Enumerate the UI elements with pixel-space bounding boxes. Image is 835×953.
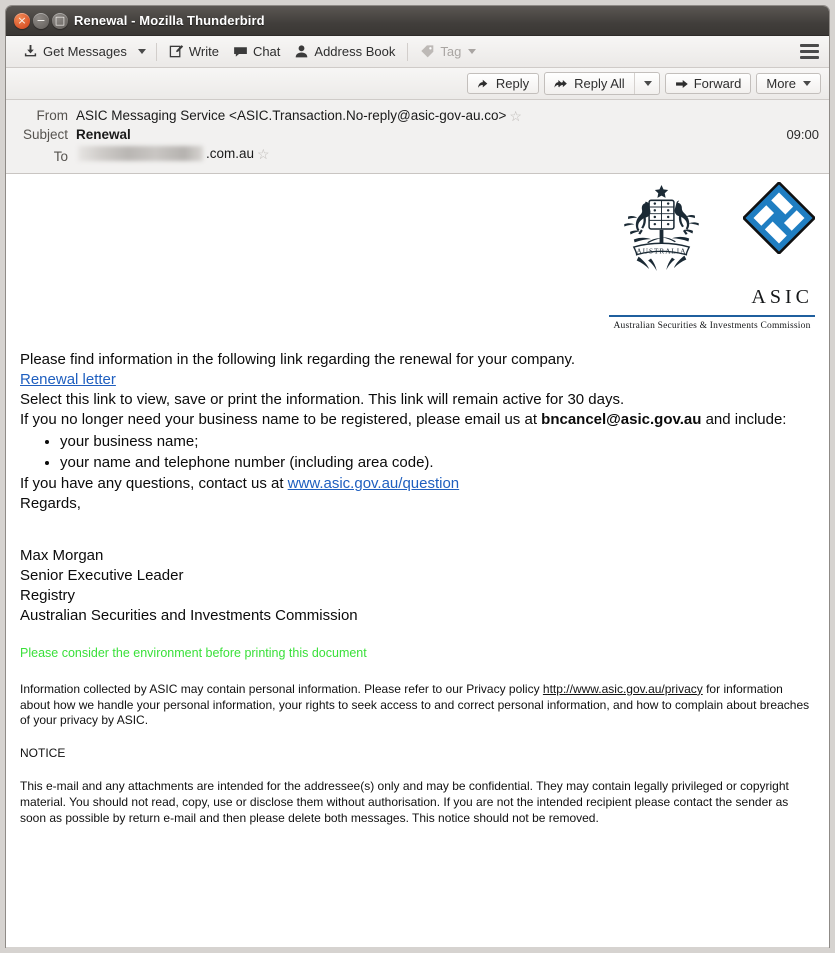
signature-organisation: Australian Securities and Investments Commission — [20, 606, 358, 624]
minimize-icon[interactable]: − — [33, 13, 49, 29]
more-button[interactable] — [756, 73, 821, 94]
close-icon[interactable]: × — [14, 13, 30, 29]
get-messages-label: Get Messages — [43, 44, 127, 59]
message-body — [6, 174, 829, 947]
asic-diamond-logo-icon — [743, 182, 815, 254]
renewal-letter-link[interactable]: Renewal letter — [20, 371, 116, 389]
tag-icon — [420, 44, 435, 59]
body-regards: Regards, — [20, 494, 81, 512]
asic-question-link[interactable]: www.asic.gov.au/question — [287, 474, 460, 492]
write-button[interactable] — [162, 42, 226, 61]
chat-bubble-icon — [233, 44, 248, 59]
from-row — [16, 106, 819, 125]
window-titlebar[interactable] — [6, 6, 829, 36]
chevron-down-icon — [803, 81, 811, 86]
chat-button[interactable] — [226, 42, 287, 61]
body-questions-para — [20, 474, 815, 494]
privacy-paragraph — [20, 682, 815, 729]
subject-value: Renewal — [76, 127, 131, 142]
reply-all-arrow-icon — [554, 77, 569, 91]
to-label: To — [53, 149, 68, 164]
list-item: • your business name; — [60, 432, 815, 452]
forward-label: Forward — [693, 76, 742, 91]
message-action-bar — [6, 68, 829, 100]
cancel-email-address: bncancel@asic.gov.au — [541, 411, 702, 429]
signature-department: Registry — [20, 586, 76, 604]
privacy-policy-link[interactable]: http://www.asic.gov.au/privacy — [542, 681, 703, 696]
redacted-recipient — [78, 146, 203, 161]
logo-top-row — [609, 182, 815, 274]
asic-letterhead — [20, 174, 815, 332]
app-menu-icon[interactable] — [796, 41, 823, 62]
questions-pre-text: If you have any questions, contact us at — [20, 474, 288, 492]
star-icon[interactable]: ☆ — [257, 145, 270, 162]
australian-coat-of-arms-icon — [609, 182, 714, 274]
get-messages-button[interactable] — [16, 42, 134, 61]
reply-label: Reply — [495, 76, 530, 91]
toolbar-divider-2 — [407, 43, 408, 61]
reply-all-label: Reply All — [574, 76, 625, 91]
more-label: More — [766, 76, 796, 91]
signature-role: Senior Executive Leader — [20, 566, 184, 584]
pencil-compose-icon — [169, 44, 184, 59]
message-header — [6, 100, 829, 174]
address-book-button[interactable] — [287, 42, 402, 61]
thunderbird-window — [6, 6, 829, 947]
get-messages-dropdown[interactable] — [134, 47, 151, 56]
chevron-down-icon — [644, 81, 652, 86]
privacy-post-text: for information about how we handle your personal information, your rights to seek access to and correct personal information, and how to complain about breaches of your privacy by ASIC. — [20, 681, 810, 728]
reply-all-group — [544, 72, 660, 95]
asic-logo-block — [609, 182, 815, 332]
body-select-line: Select this link to view, save or print the information. This link will remain active for 30 days. — [20, 391, 625, 409]
to-value-wrap — [76, 146, 819, 161]
chat-label: Chat — [252, 44, 281, 59]
requirements-list — [20, 432, 815, 473]
tag-button[interactable] — [413, 42, 483, 61]
window-bottom-edge — [6, 947, 829, 953]
asic-full-name: Australian Securities & Investments Commission — [613, 320, 811, 331]
signature-name: Max Morgan — [20, 546, 104, 564]
list-item: • your name and telephone number (including area code). — [60, 453, 815, 473]
reply-button[interactable] — [467, 73, 539, 94]
main-toolbar — [6, 36, 829, 68]
address-book-label: Address Book — [314, 44, 396, 59]
to-row — [16, 144, 819, 166]
asic-wordmark: ASIC — [751, 286, 813, 308]
to-address-suffix[interactable]: .com.au — [206, 146, 255, 161]
download-inbox-icon — [23, 44, 38, 59]
reply-arrow-icon — [477, 77, 491, 91]
write-label: Write — [188, 44, 219, 59]
maximize-icon[interactable]: □ — [52, 13, 68, 29]
environment-note: Please consider the environment before printing this document — [20, 646, 367, 661]
logo-divider — [609, 315, 815, 317]
body-intro: Please find information in the following link regarding the renewal for your company. — [20, 351, 576, 369]
star-icon[interactable]: ☆ — [509, 107, 522, 124]
person-icon — [294, 44, 309, 59]
body-cancel-para — [20, 410, 815, 430]
reply-all-dropdown[interactable] — [634, 73, 659, 94]
chevron-down-icon — [468, 49, 476, 54]
privacy-pre-text: Information collected by ASIC may contain personal information. Please refer to our Privacy policy — [20, 681, 543, 696]
window-title: Renewal - Mozilla Thunderbird — [74, 13, 265, 28]
forward-arrow-icon — [675, 77, 689, 91]
renewal-link-para — [20, 370, 815, 390]
fine-print — [20, 682, 815, 827]
reply-all-button[interactable] — [545, 73, 634, 94]
cancel-post-text: and include: — [701, 411, 787, 429]
tag-label: Tag — [440, 44, 462, 59]
chevron-down-icon — [138, 49, 146, 54]
forward-button[interactable] — [665, 73, 752, 94]
svg-text:AUSTRALIA: AUSTRALIA — [636, 247, 687, 256]
cancel-pre-text: If you no longer need your business name to be registered, please email us at — [20, 411, 542, 429]
notice-body: This e-mail and any attachments are intended for the addressee(s) only and may be confidential. They may contain legally privileged or copyright material. You should not read, copy, use or disclose them without authorisation. If you are not the intended recipient please contact the sender as soon as possible by return e-mail and then please delete both messages. This notice should not be removed. — [20, 779, 789, 825]
message-time: 09:00 — [786, 127, 819, 142]
toolbar-divider-1 — [156, 43, 157, 61]
subject-label: Subject — [22, 127, 68, 142]
from-value-wrap — [76, 108, 819, 123]
notice-heading: NOTICE — [20, 746, 66, 761]
subject-row — [16, 125, 819, 144]
from-address[interactable]: ASIC Messaging Service <ASIC.Transaction.No-reply@asic-gov-au.co> — [76, 108, 507, 123]
from-label: From — [36, 108, 68, 123]
